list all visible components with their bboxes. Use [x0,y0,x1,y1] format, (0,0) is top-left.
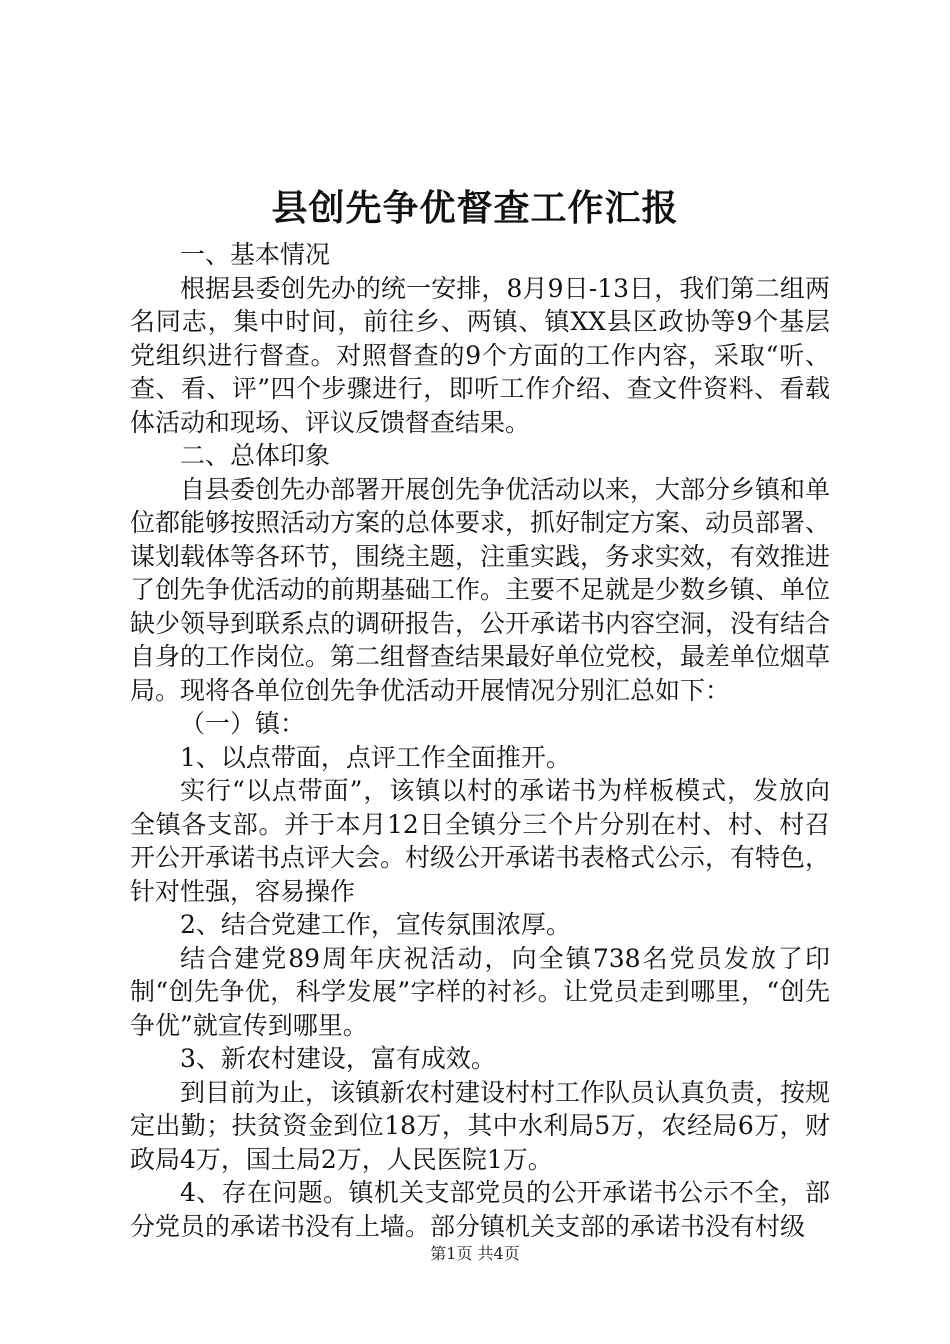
paragraph-item-1: 实行“以点带面”，该镇以村的承诺书为样板模式，发放向全镇各支部。并于本月12日全镇分三个片分别在村、村、村召开公开承诺书点评大会。村级公开承诺书表格式公示，有特色，针对性强，容易操作 [130,776,831,906]
paragraph-basic-situation: 根据县委创先办的统一安排，8月9日-13日，我们第二组两名同志，集中时间，前往乡、两镇、镇XX县区政协等9个基层党组织进行督查。对照督查的9个方面的工作内容，采取“听、查、看、评”四个步骤进行，即听工作介绍、查文件资料、看载体活动和现场、评议反馈督查结果。 [130,273,830,437]
document-title: 县创先争优督查工作汇报 [271,187,679,229]
paragraph-item-4: 4、存在问题。镇机关支部党员的公开承诺书公示不全，部分党员的承诺书没有上墙。部分镇机关支部的承诺书没有村级 [130,1178,830,1241]
item-heading-3: 3、新农村建设，富有成效。 [180,1044,496,1073]
document-body [130,238,830,1243]
section-heading-basic-situation: 一、基本情况 [180,240,331,269]
item-heading-1: 1、以点带面，点评工作全面推开。 [180,742,571,772]
subsection-heading-town: （一）镇： [180,709,306,738]
paragraph-item-2: 结合建党89周年庆祝活动，向全镇738名党员发放了印制“创先争优，科学发展”字样的衬衫。让党员走到哪里，“创先争优”就宣传到哪里。 [130,943,830,1040]
paragraph-item-3: 到目前为止，该镇新农村建设村村工作队员认真负责，按规定出勤；扶贫资金到位18万，其中水利局5万，农经局6万，财政局4万，国土局2万，人民医院1万。 [130,1077,831,1174]
item-heading-2: 2、结合党建工作，宣传氛围浓厚。 [180,910,571,939]
paragraph-overall-impression: 自县委创先办部署开展创先争优活动以来，大部分乡镇和单位都能够按照活动方案的总体要求，抓好制定方案、动员部署、谋划载体等各环节，围绕主题，注重实践，务求实效，有效推进了创先争优活动的前期基础工作。主要不足就是少数乡镇、单位缺少领导到联系点的调研报告，公开承诺书内容空洞，没有结合自身的工作岗位。第二组督查结果最好单位党校，最差单位烟草局。现将各单位创先争优活动开展情况分别汇总如下： [130,474,831,705]
page-number-footer: 第1页 共4页 [430,1244,520,1263]
section-heading-overall-impression: 二、总体印象 [180,441,331,470]
